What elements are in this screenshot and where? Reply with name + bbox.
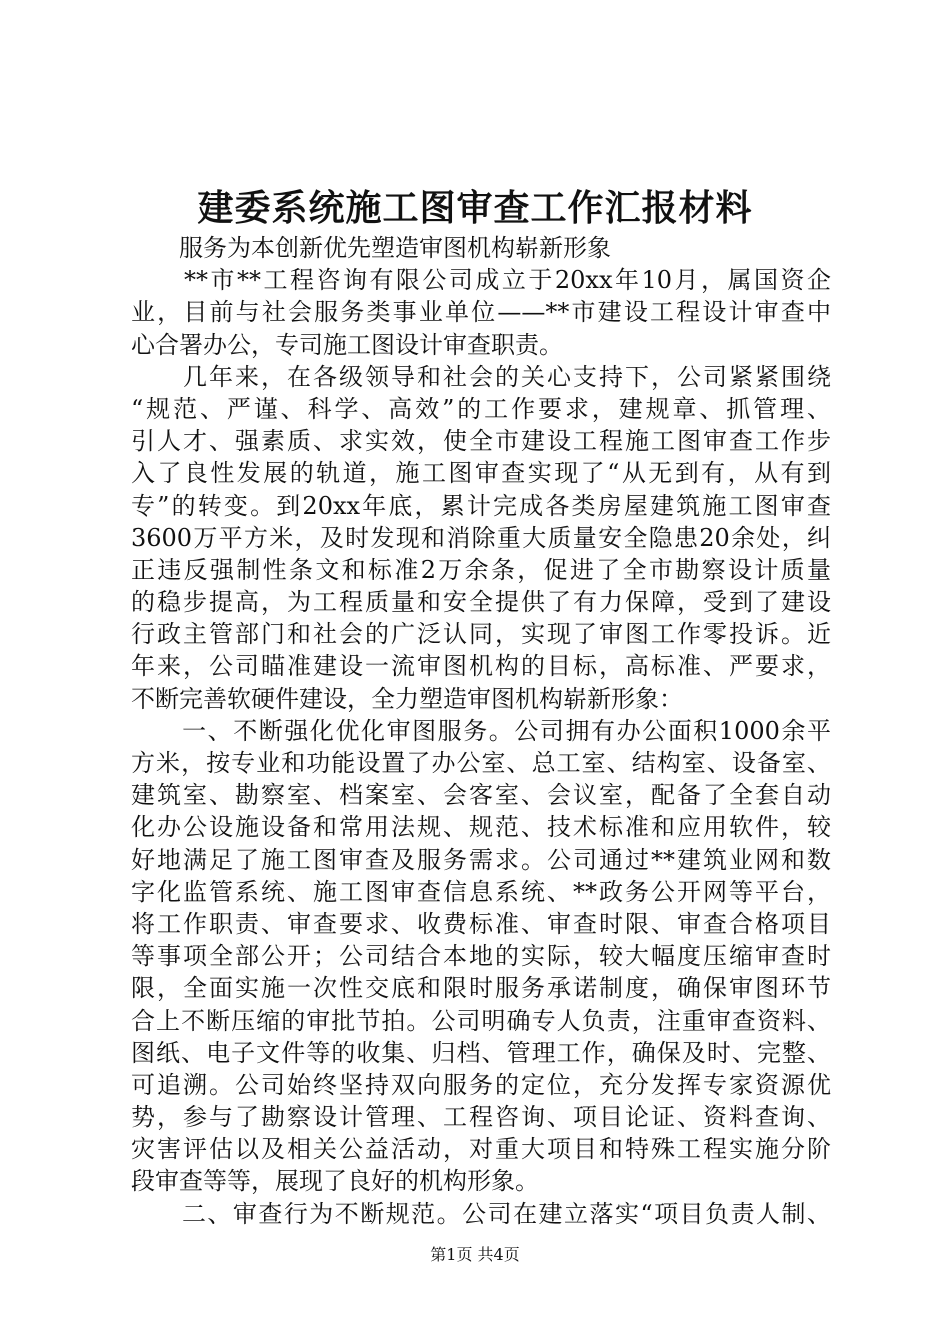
paragraph-line: 限，全面实施一次性交底和限时服务承诺制度，确保审图环节 bbox=[131, 974, 831, 1003]
paragraph-line: 合上不断压缩的审批节拍。公司明确专人负责，注重审查资料、 bbox=[131, 1006, 831, 1035]
paragraph-line: 年来，公司瞄准建设一流审图机构的目标，高标准、严要求， bbox=[131, 652, 831, 681]
paragraph-line: 几年来，在各级领导和社会的关心支持下，公司紧紧围绕 bbox=[131, 362, 831, 391]
paragraph-line: 等事项全部公开；公司结合本地的实际，较大幅度压缩审查时 bbox=[131, 942, 831, 971]
paragraph-line: 专”的转变。到20xx年底，累计完成各类房屋建筑施工图审查 bbox=[131, 491, 831, 520]
paragraph-line: 可追溯。公司始终坚持双向服务的定位，充分发挥专家资源优 bbox=[131, 1070, 831, 1099]
paragraph-line: 的稳步提高，为工程质量和安全提供了有力保障，受到了建设 bbox=[131, 588, 831, 617]
page-footer: 第1页 共4页 bbox=[430, 1245, 520, 1264]
paragraph-line: 化办公设施设备和常用法规、规范、技术标准和应用软件，较 bbox=[131, 813, 831, 842]
paragraph-line: **市**工程咨询有限公司成立于20xx年10月，属国资企 bbox=[131, 266, 831, 295]
paragraph-line: 入了良性发展的轨道，施工图审查实现了“从无到有，从有到 bbox=[131, 459, 831, 488]
paragraph-line: 将工作职责、审查要求、收费标准、审查时限、审查合格项目 bbox=[131, 909, 831, 938]
paragraph-line: 3600万平方米，及时发现和消除重大质量安全隐患20余处，纠 bbox=[131, 523, 831, 552]
paragraph-line: 段审查等等，展现了良好的机构形象。 bbox=[131, 1167, 539, 1196]
paragraph-line: 引人才、强素质、求实效，使全市建设工程施工图审查工作步 bbox=[131, 427, 831, 456]
paragraph-line: 行政主管部门和社会的广泛认同，实现了审图工作零投诉。近 bbox=[131, 620, 831, 649]
paragraph-line: 图纸、电子文件等的收集、归档、管理工作，确保及时、完整、 bbox=[131, 1038, 831, 1067]
paragraph-line: 灾害评估以及相关公益活动，对重大项目和特殊工程实施分阶 bbox=[131, 1135, 831, 1164]
paragraph-line: 一、不断强化优化审图服务。公司拥有办公面积1000余平 bbox=[131, 716, 831, 745]
paragraph-line: 字化监管系统、施工图审查信息系统、**政务公开网等平台， bbox=[131, 877, 831, 906]
paragraph-line: 业，目前与社会服务类事业单位——**市建设工程设计审查中 bbox=[131, 298, 831, 327]
paragraph-line: 不断完善软硬件建设，全力塑造审图机构崭新形象： bbox=[131, 684, 683, 713]
paragraph-line: 势，参与了勘察设计管理、工程咨询、项目论证、资料查询、 bbox=[131, 1103, 831, 1132]
paragraph-line: 好地满足了施工图审查及服务需求。公司通过**建筑业网和数 bbox=[131, 845, 831, 874]
paragraph-line: 正违反强制性条文和标准2万余条，促进了全市勘察设计质量 bbox=[131, 555, 831, 584]
document-title: 建委系统施工图审查工作汇报材料 bbox=[197, 187, 753, 229]
document-body bbox=[131, 232, 831, 1230]
paragraph-line: 二、审查行为不断规范。公司在建立落实“项目负责人制、 bbox=[131, 1199, 831, 1228]
paragraph-line: “规范、严谨、科学、高效”的工作要求，建规章、抓管理、 bbox=[131, 394, 831, 423]
paragraph-line: 方米，按专业和功能设置了办公室、总工室、结构室、设备室、 bbox=[131, 749, 831, 777]
paragraph-line: 服务为本创新优先塑造审图机构崭新形象 bbox=[131, 234, 611, 262]
paragraph-line: 建筑室、勘察室、档案室、会客室、会议室，配备了全套自动 bbox=[131, 781, 831, 810]
paragraph-line: 心合署办公，专司施工图设计审查职责。 bbox=[131, 330, 563, 359]
